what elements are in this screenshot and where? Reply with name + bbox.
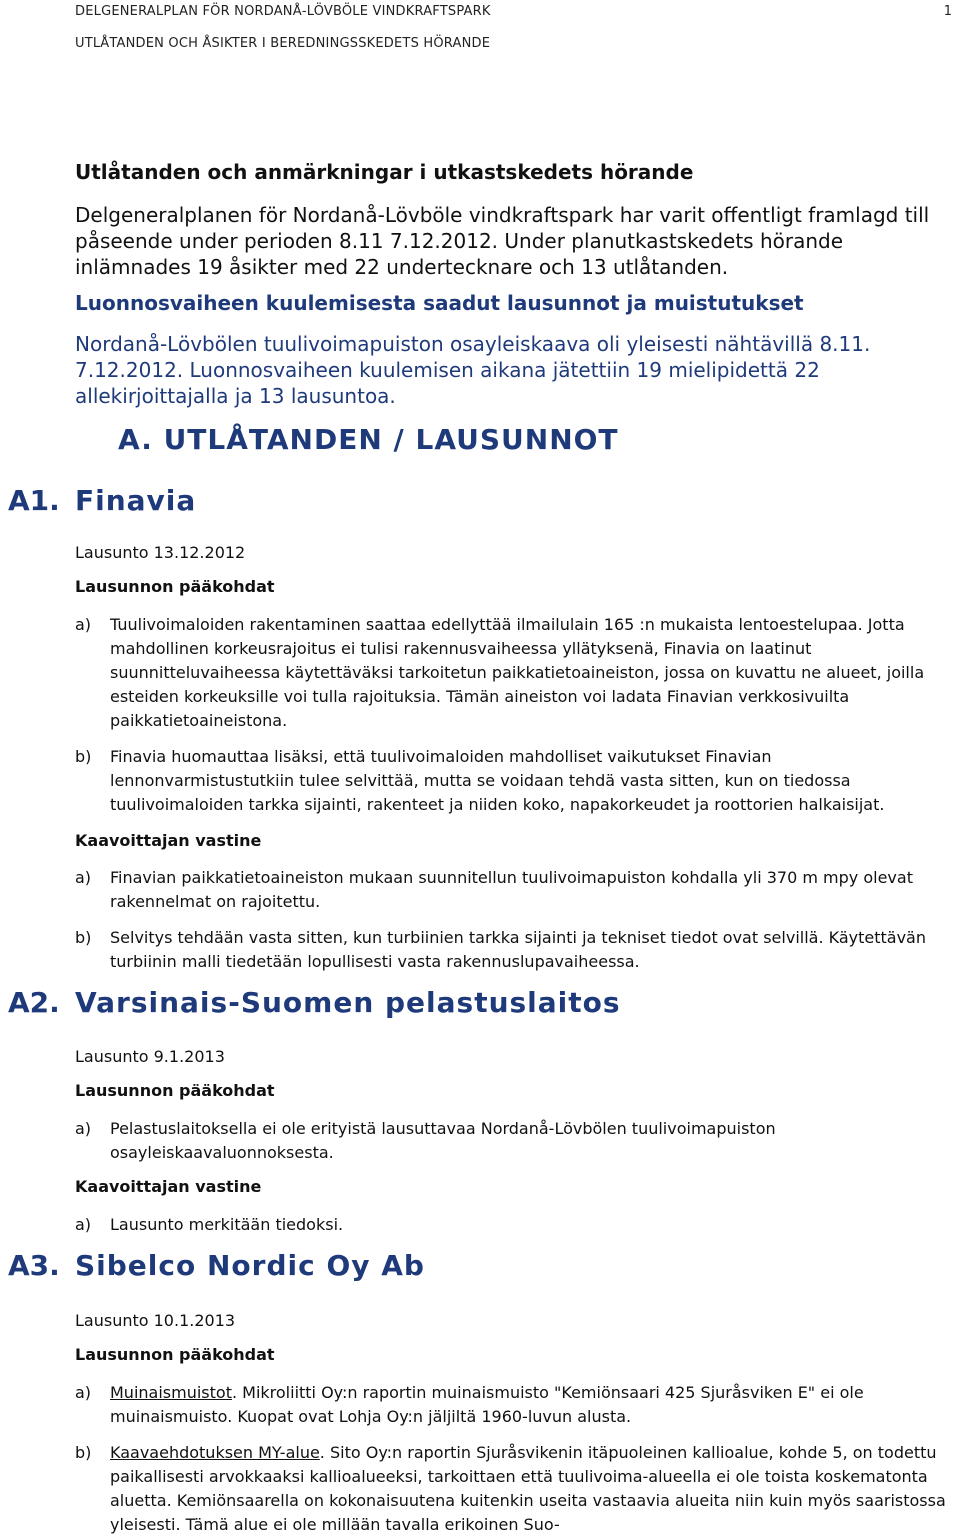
response-heading: Kaavoittajan vastine — [75, 831, 262, 850]
statement-title: Varsinais-Suomen pelastuslaitos — [75, 986, 621, 1019]
item-label: a) — [75, 1215, 92, 1234]
item-text: Finavia huomauttaa lisäksi, että tuulivoimaloiden mahdolliset vaikutukset Finavian lennonvarmistustutkiin tulee selvittää, mutta se voidaan tehdä vasta sitten, kun on tiedossa tuulivoimaloiden tarkka sijainti, rakenteet ja niiden koko, napakorkeudet ja roottorien halkaisijat. — [110, 747, 885, 814]
topic-link[interactable]: Kaavaehdotuksen MY-alue — [110, 1443, 320, 1462]
page-number: 1 — [943, 4, 952, 19]
item-label: a) — [75, 615, 92, 634]
statement-date: Lausunto 13.12.2012 — [75, 543, 246, 562]
item-label: a) — [75, 868, 92, 887]
item-text: Lausunto merkitään tiedoksi. — [110, 1215, 344, 1234]
item-label: a) — [75, 1383, 92, 1402]
main-points-heading: Lausunnon pääkohdat — [75, 1345, 275, 1364]
item-text: Tuulivoimaloiden rakentaminen saattaa edellyttää ilmailulain 165 :n mukaista lentoestelupaa. Jotta mahdollinen korkeusrajoitus ei tulisi rakennusvaiheessa yllätyksenä, Finavia on laatinut suunnitteluvaiheessa käytettäväksi tarkoitetun paikkatietoaineiston, jossa on kuvattu ne alueet, joilla esteiden korkeuksille voi tulla rajoituksia. Tämän aineiston voi ladata Finavian verkkosivuilta paikkatietoaineistona. — [110, 615, 925, 730]
statement-title: Sibelco Nordic Oy Ab — [75, 1249, 425, 1282]
sv-heading: Utlåtanden och anmärkningar i utkastskedets hörande — [75, 160, 694, 184]
list-item — [75, 1381, 952, 1429]
item-text: Selvitys tehdään vasta sitten, kun turbiinien tarkka sijainti ja tekniset tiedot ovat selvillä. Käytettävän turbiinin malli tiedetään lopullisesti vasta rakennuslupavaiheessa. — [110, 928, 926, 971]
statement-id: A2. — [8, 986, 60, 1019]
list-item — [75, 1117, 952, 1165]
item-text: Finavian paikkatietoaineiston mukaan suunnitellun tuulivoimapuiston kohdalla yli 370 m mpy olevat rakennelmat on rajoitettu. — [110, 868, 913, 911]
main-points-heading: Lausunnon pääkohdat — [75, 577, 275, 596]
list-item — [75, 1441, 952, 1537]
document-header-title: DELGENERALPLAN FÖR NORDANÅ-LÖVBÖLE VINDKRAFTSPARK — [75, 4, 491, 19]
document-header-subtitle: UTLÅTANDEN OCH ÅSIKTER I BEREDNINGSSKEDETS HÖRANDE — [75, 36, 491, 51]
statement-id: A1. — [8, 484, 60, 517]
response-heading: Kaavoittajan vastine — [75, 1177, 262, 1196]
main-points-heading: Lausunnon pääkohdat — [75, 1081, 275, 1100]
statement-date: Lausunto 9.1.2013 — [75, 1047, 225, 1066]
statement-date: Lausunto 10.1.2013 — [75, 1311, 236, 1330]
list-item — [75, 866, 952, 914]
fi-heading: Luonnosvaiheen kuulemisesta saadut lausunnot ja muistutukset — [75, 291, 804, 315]
item-text: . Sito Oy:n raportin Sjuråsvikenin itäpuoleinen kallioalue, kohde 5, on todettu paikallisesti arvokkaaksi kallioalueeksi, tarkoittaen että tuulivoima-alueella ei ole toista koskematonta aluetta. Kemiönsaarella on kokonaisuutena kuitenkin useita vastaavia alueita niin kuin myös saaristossa yleisesti. Tämä alue ei ole millään tavalla erikoinen Suo- — [110, 1443, 946, 1534]
item-label: b) — [75, 747, 92, 766]
list-item — [75, 745, 952, 817]
list-item — [75, 1213, 952, 1237]
item-text: Pelastuslaitoksella ei ole erityistä lausuttavaa Nordanå-Lövbölen tuulivoimapuiston osayleiskaavaluonnoksesta. — [110, 1119, 776, 1162]
section-title: A. UTLÅTANDEN / LAUSUNNOT — [118, 423, 619, 456]
item-text: . Mikroliitti Oy:n raportin muinaismuisto "Kemiönsaari 425 Sjuråsviken E" ei ole muinaismuisto. Kuopat ovat Lohja Oy:n jäljiltä 1960-luvun alusta. — [110, 1383, 864, 1426]
item-label: b) — [75, 1443, 92, 1462]
sv-paragraph: Delgeneralplanen för Nordanå-Lövböle vindkraftspark har varit offentligt framlagd till påseende under perioden 8.11 7.12.2012. Under planutkastskedets hörande inlämnades 19 åsikter med 22 undertecknare och 13 utlåtanden. — [75, 203, 930, 279]
item-label: a) — [75, 1119, 92, 1138]
item-label: b) — [75, 928, 92, 947]
list-item — [75, 613, 952, 733]
statement-id: A3. — [8, 1249, 60, 1282]
fi-paragraph: Nordanå-Lövbölen tuulivoimapuiston osayleiskaava oli yleisesti nähtävillä 8.11. 7.12.2012. Luonnosvaiheen kuulemisen aikana jätettiin 19 mielipidettä 22 allekirjoittajalla ja 13 lausuntoa. — [75, 332, 871, 408]
list-item — [75, 926, 952, 974]
topic-link[interactable]: Muinaismuistot — [110, 1383, 232, 1402]
statement-title: Finavia — [75, 484, 197, 517]
